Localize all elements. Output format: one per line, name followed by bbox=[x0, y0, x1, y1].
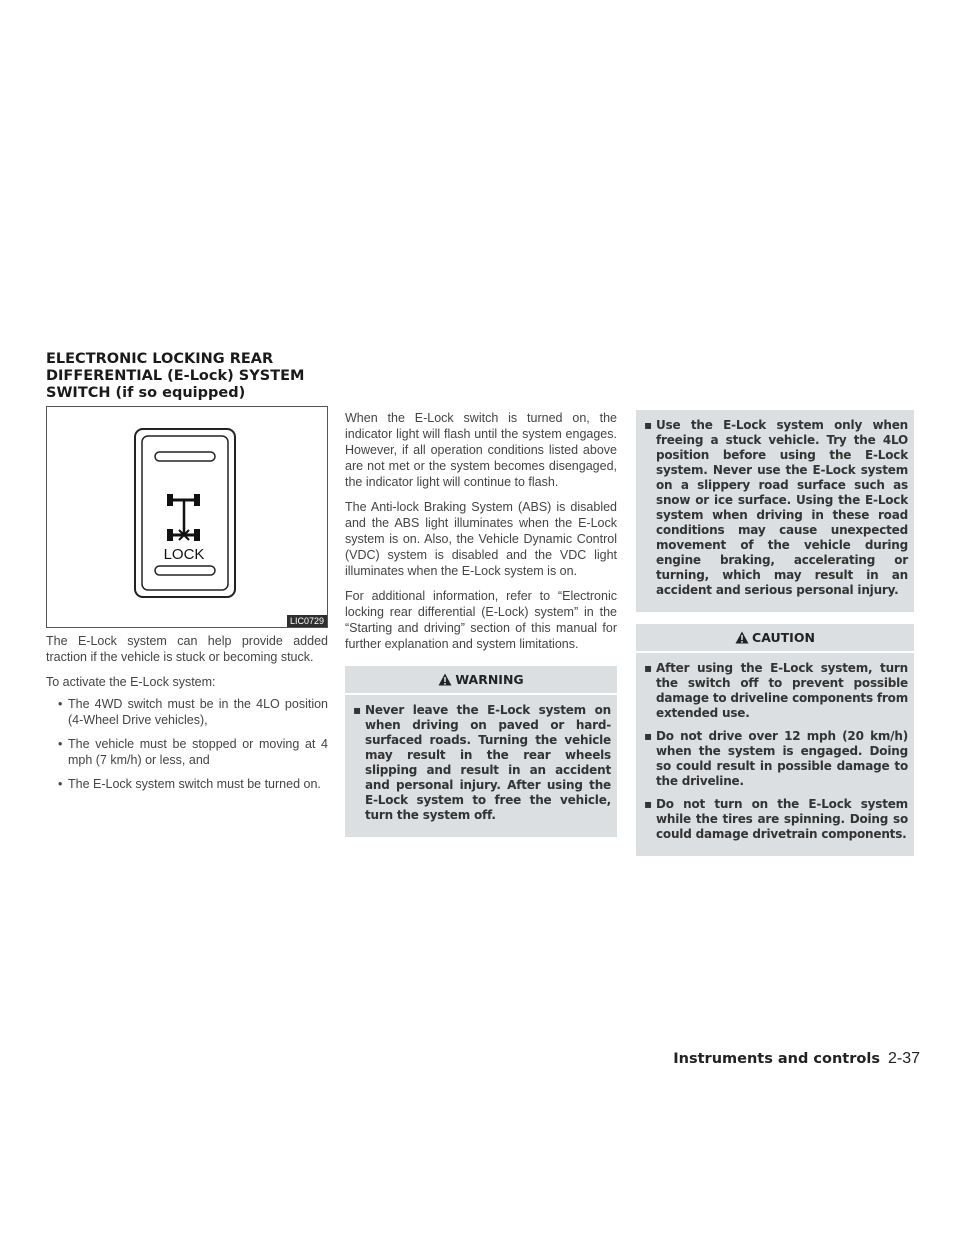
section-heading-line: ELECTRONIC LOCKING REAR bbox=[46, 351, 274, 367]
caution-item: ▪ After using the E-Lock system, turn the switch off to prevent possible damage to driveline components from extended use. bbox=[642, 661, 908, 721]
body-paragraph: When the E-Lock switch is turned on, the indicator light will flash until the system engages. However, if all operation conditions listed above are not met or the system becomes disengaged, the indicator light will continue to flash. bbox=[345, 411, 617, 489]
page-number: 2-37 bbox=[887, 1050, 920, 1067]
column-2 bbox=[345, 410, 617, 837]
page-footer bbox=[660, 1050, 920, 1068]
intro-paragraph: The E-Lock system can help provide added traction if the vehicle is stuck or becoming stuck. bbox=[46, 634, 328, 664]
column-1 bbox=[46, 633, 328, 800]
column-3 bbox=[636, 410, 914, 856]
footer-chapter: Instruments and controls bbox=[673, 1051, 880, 1067]
caution-item: ▪ Do not drive over 12 mph (20 km/h) when the system is engaged. Doing so could result in possible damage to the driveline. bbox=[642, 729, 908, 789]
caution-list bbox=[636, 653, 914, 856]
warning-list bbox=[345, 695, 617, 837]
warning-triangle-icon bbox=[438, 673, 452, 686]
warning-continued-list bbox=[636, 410, 914, 612]
activate-label: To activate the E-Lock system: bbox=[46, 675, 216, 689]
warning-header bbox=[345, 666, 617, 695]
section-heading-line: DIFFERENTIAL (E-Lock) SYSTEM bbox=[46, 368, 305, 384]
caution-item: ▪ Do not turn on the E-Lock system while the tires are spinning. Doing so could damage drivetrain components. bbox=[642, 797, 908, 842]
warning-item: ▪ Use the E-Lock system only when freeing a stuck vehicle. Try the 4LO position before using the E-Lock system. Never use the E-Lock system on a slippery road surface such as snow or ice surface. Using the E-Lock system when driving in these road conditions may cause unexpected movement of the vehicle during engine braking, accelerating or turning, which may result in an accident and serious personal injury. bbox=[642, 418, 908, 598]
list-item: • The 4WD switch must be in the 4LO position (4-Wheel Drive vehicles), bbox=[58, 696, 328, 728]
warning-item: ▪ Never leave the E-Lock system on when driving on paved or hard-surfaced roads. Turning the vehicle may result in the rear wheels slipping and result in an accident and personal injury. After using the E-Lock system to free the vehicle, turn the system off. bbox=[351, 703, 611, 823]
caution-box bbox=[636, 624, 914, 856]
section-heading bbox=[46, 351, 346, 402]
caution-header bbox=[636, 624, 914, 653]
warning-continued-box bbox=[636, 410, 914, 612]
body-paragraph: For additional information, refer to “Electronic locking rear differential (E-Lock) system” in the “Starting and driving” section of this manual for further explanation and system limitations. bbox=[345, 589, 617, 651]
caution-label: CAUTION bbox=[752, 630, 815, 645]
warning-box bbox=[345, 666, 617, 837]
e-lock-switch-illustration bbox=[47, 407, 327, 627]
switch-lock-label: LOCK bbox=[163, 546, 205, 563]
list-item: • The E-Lock system switch must be turned on. bbox=[58, 776, 328, 792]
body-paragraph: The Anti-lock Braking System (ABS) is disabled and the ABS light illuminates when the E-Lock system is on. Also, the Vehicle Dynamic Control (VDC) system is disabled and the VDC light illuminates when the E-Lock system is on. bbox=[345, 500, 617, 578]
switch-figure bbox=[46, 406, 328, 628]
figure-code: LIC0729 bbox=[287, 615, 327, 627]
caution-triangle-icon bbox=[735, 631, 749, 644]
activation-conditions bbox=[46, 696, 328, 792]
warning-label: WARNING bbox=[455, 672, 524, 687]
list-item: • The vehicle must be stopped or moving at 4 mph (7 km/h) or less, and bbox=[58, 736, 328, 768]
section-heading-line: SWITCH (if so equipped) bbox=[46, 385, 246, 401]
